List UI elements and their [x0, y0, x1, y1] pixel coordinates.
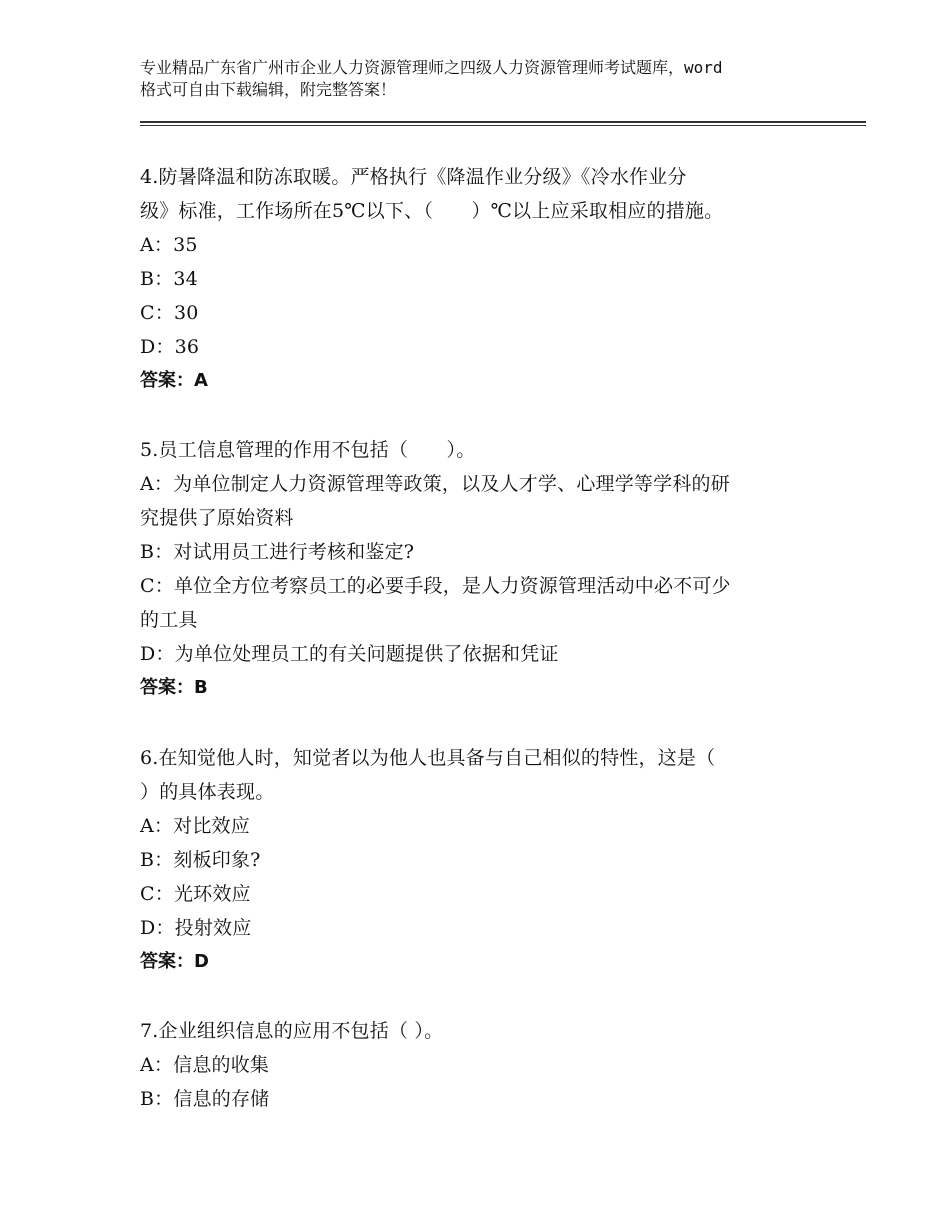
question-stem: 4.防暑降温和防冻取暖。严格执行《降温作业分级》《冷水作业分: [140, 166, 687, 188]
answer: 答案：A: [140, 370, 208, 391]
question-4: [140, 160, 820, 398]
answer: 答案：B: [140, 677, 208, 698]
question-stem: 6.在知觉他人时，知觉者以为他人也具备与自己相似的特性，这是（: [140, 747, 716, 769]
option-b: B：对试用员工进行考核和鉴定?: [140, 541, 415, 563]
answer: 答案：D: [140, 951, 209, 972]
question-stem: 7.企业组织信息的应用不包括（ ）。: [140, 1020, 444, 1042]
option-a: A：对比效应: [140, 815, 250, 837]
option-b: B：信息的存储: [140, 1088, 270, 1110]
option-b: B：刻板印象?: [140, 849, 261, 871]
header-divider: [140, 121, 866, 123]
question-5: [140, 433, 820, 705]
option-b: B：34: [140, 268, 198, 290]
question-stem: 5.员工信息管理的作用不包括（ ）。: [140, 439, 476, 461]
header-line-2: 格式可自由下载编辑，附完整答案！: [140, 80, 397, 99]
question-6: [140, 741, 820, 979]
question-stem: ）的具体表现。: [140, 781, 275, 803]
question-7: [140, 1014, 820, 1116]
option-d: D：36: [140, 336, 200, 358]
header-line-1: 专业精品广东省广州市企业人力资源管理师之四级人力资源管理师考试题库，word: [140, 58, 723, 77]
option-d: D：投射效应: [140, 917, 252, 939]
option-c: C：30: [140, 302, 199, 324]
question-stem: 级》标准，工作场所在5℃以下、（ ）℃以上应采取相应的措施。: [140, 200, 724, 222]
option-a: A：35: [140, 234, 198, 256]
header-divider-thin: [140, 125, 866, 126]
option-a-continued: 究提供了原始资料: [140, 507, 294, 529]
option-c: C：光环效应: [140, 883, 251, 905]
document-header: [140, 57, 840, 101]
option-c: C：单位全方位考察员工的必要手段，是人力资源管理活动中必不可少: [140, 575, 731, 597]
option-d: D：为单位处理员工的有关问题提供了依据和凭证: [140, 643, 559, 665]
option-a: A：信息的收集: [140, 1054, 270, 1076]
option-c-continued: 的工具: [140, 609, 198, 631]
option-a: A：为单位制定人力资源管理等政策，以及人才学、心理学等学科的研: [140, 473, 730, 495]
